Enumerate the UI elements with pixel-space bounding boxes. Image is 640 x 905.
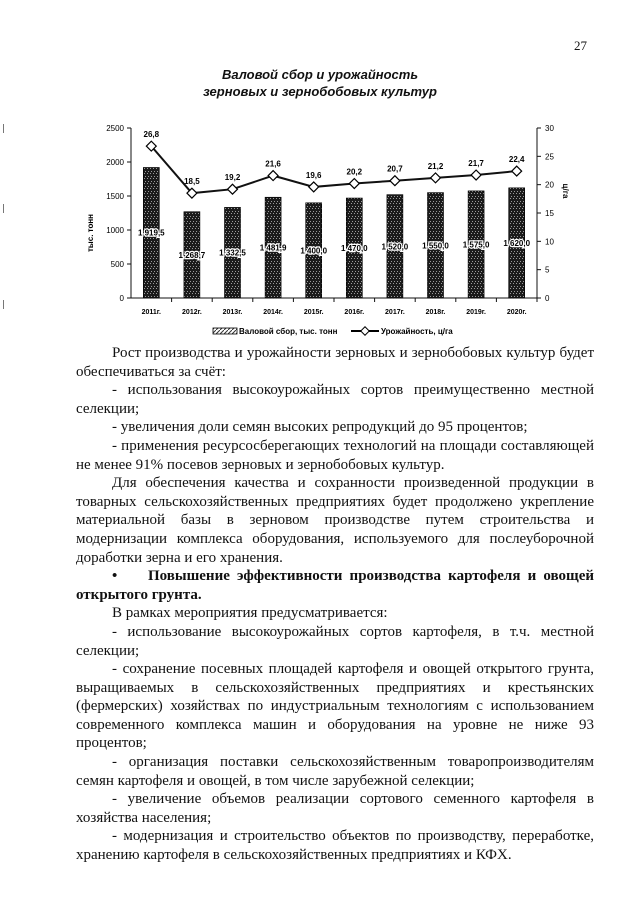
y-tick-label-right: 20 xyxy=(545,180,554,190)
page-number: 27 xyxy=(574,38,587,53)
y-tick-label-right: 0 xyxy=(545,294,550,303)
yield-point xyxy=(268,171,278,181)
x-tick-label: 2014г. xyxy=(263,309,283,316)
yield-point xyxy=(512,166,522,176)
y-axis-label-left: тыс. тонн xyxy=(86,213,95,253)
yield-value-label: 19,6 xyxy=(305,170,322,180)
x-tick-label: 2015г. xyxy=(303,309,324,316)
bar-value-label: 1 481,9 xyxy=(259,243,287,253)
yield-point xyxy=(390,176,400,186)
yield-value-label: 20,7 xyxy=(387,164,403,174)
chart xyxy=(0,110,640,342)
y-tick-label-right: 10 xyxy=(545,237,554,247)
bar-value-label: 1 919,5 xyxy=(137,228,165,238)
yield-point xyxy=(228,184,238,194)
paragraph: - организация поставки сельскохозяйственным товаропроизводителям семян картофеля и овощей, в том числе зарубежной селекции; xyxy=(76,754,594,789)
section-heading xyxy=(76,567,594,604)
bar-value-label: 1 550,0 xyxy=(422,241,449,251)
x-tick-label: 2017г. xyxy=(385,309,405,316)
bar-value-label: 1 520,0 xyxy=(381,242,409,252)
bar-value-label: 1 470,0 xyxy=(340,244,368,254)
y-tick-label-left: 2000 xyxy=(106,158,124,167)
y-tick-label-right: 15 xyxy=(545,209,554,218)
yield-point xyxy=(309,182,319,192)
paragraph: - модернизация и строительство объектов по производству, переработке, хранению картофеля в сельскохозяйственных предприятиях и КФХ. xyxy=(76,828,594,864)
paragraph: Рост производства и урожайности зерновых и зернобобовых культур будет обеспечиваться за счёт: xyxy=(76,345,594,380)
bullet-icon: • xyxy=(112,568,118,585)
body-text xyxy=(76,344,594,865)
bar-value-label: 1 400,0 xyxy=(300,246,328,256)
yield-line xyxy=(151,146,516,193)
legend-swatch-bar xyxy=(213,328,237,334)
bar-value-label: 1 332,5 xyxy=(219,248,246,258)
yield-value-label: 19,2 xyxy=(224,173,241,183)
paragraph: - использование высокоурожайных сортов картофеля, в т.ч. местной селекции; xyxy=(76,623,594,659)
yield-value-label: 22,4 xyxy=(508,155,525,165)
paragraph: - применения ресурсосберегающих технологий на площади составляющей не менее 91% посевов зерновых и зернобобовых культур. xyxy=(76,437,594,473)
bar-value-label: 1 268,7 xyxy=(178,250,206,260)
y-tick-label-right: 5 xyxy=(545,265,550,275)
paragraph: В рамках мероприятия предусматривается: xyxy=(112,605,388,622)
x-tick-label: 2011г. xyxy=(141,309,161,316)
paragraph: - использования высокоурожайных сортов преимущественно местной селекции; xyxy=(76,382,594,417)
y-tick-label-left: 1500 xyxy=(106,192,124,201)
y-tick-label-right: 30 xyxy=(545,124,554,133)
yield-value-label: 21,2 xyxy=(427,161,444,171)
y-axis-label-right: ц/га xyxy=(561,183,570,199)
section-heading-text: Повышение эффективности производства картофеля и овощей открытого грунта. xyxy=(76,568,594,603)
bar-value-label: 1 575,0 xyxy=(462,240,490,250)
yield-value-label: 18,5 xyxy=(184,177,200,187)
paragraph: Для обеспечения качества и сохранности произведенной продукции в товарных сельскохозяйственных предприятиях будет продолжено укрепление материальной базы в зерновом производстве путем строительства и модернизации комплекса оборудования, используемого для послеуборочной доработки зерна и его хранения. xyxy=(76,475,594,566)
x-tick-label: 2012г. xyxy=(182,309,202,316)
x-tick-label: 2018г. xyxy=(425,309,446,316)
paragraph: - увеличение объемов реализации сортового семенного картофеля в хозяйства населения; xyxy=(76,791,594,826)
chart-title xyxy=(0,66,640,100)
chart-title-line-1: Валовой сбор и урожайность xyxy=(221,67,419,82)
legend-swatch-marker xyxy=(361,327,369,335)
x-tick-label: 2013г. xyxy=(222,309,243,316)
y-tick-label-left: 500 xyxy=(110,260,124,269)
y-tick-label-left: 0 xyxy=(119,294,124,303)
legend-label-line: Урожайность, ц/га xyxy=(381,327,453,336)
y-tick-label-right: 25 xyxy=(545,152,554,162)
x-tick-label: 2020г. xyxy=(506,309,527,316)
yield-point xyxy=(431,173,441,183)
paragraph: - сохранение посевных площадей картофеля и овощей открытого грунта, выращиваемых в сельскохозяйственных предприятиях и крестьянских (фермерских) хозяйствах по индустриальным технологиям с использованием современного комплекса машин и оборудования на уровне не ниже 93 процентов; xyxy=(76,661,594,752)
yield-value-label: 21,6 xyxy=(265,159,281,169)
paragraph: - увеличения доли семян высоких репродукций до 95 процентов; xyxy=(112,419,528,436)
yield-point xyxy=(471,170,481,180)
yield-value-label: 26,8 xyxy=(143,130,160,140)
y-tick-label-left: 1000 xyxy=(106,226,124,235)
x-tick-label: 2019г. xyxy=(466,309,486,316)
yield-value-label: 21,7 xyxy=(468,159,484,169)
x-tick-label: 2016г. xyxy=(344,309,365,316)
bar-value-label: 1 620,0 xyxy=(503,238,531,248)
legend-label-bar: Валовой сбор, тыс. тонн xyxy=(239,327,338,336)
chart-title-line-2: зерновых и зернобобовых культур xyxy=(203,84,437,99)
yield-value-label: 20,2 xyxy=(346,167,363,177)
y-tick-label-left: 2500 xyxy=(106,124,124,133)
yield-point xyxy=(349,179,359,189)
